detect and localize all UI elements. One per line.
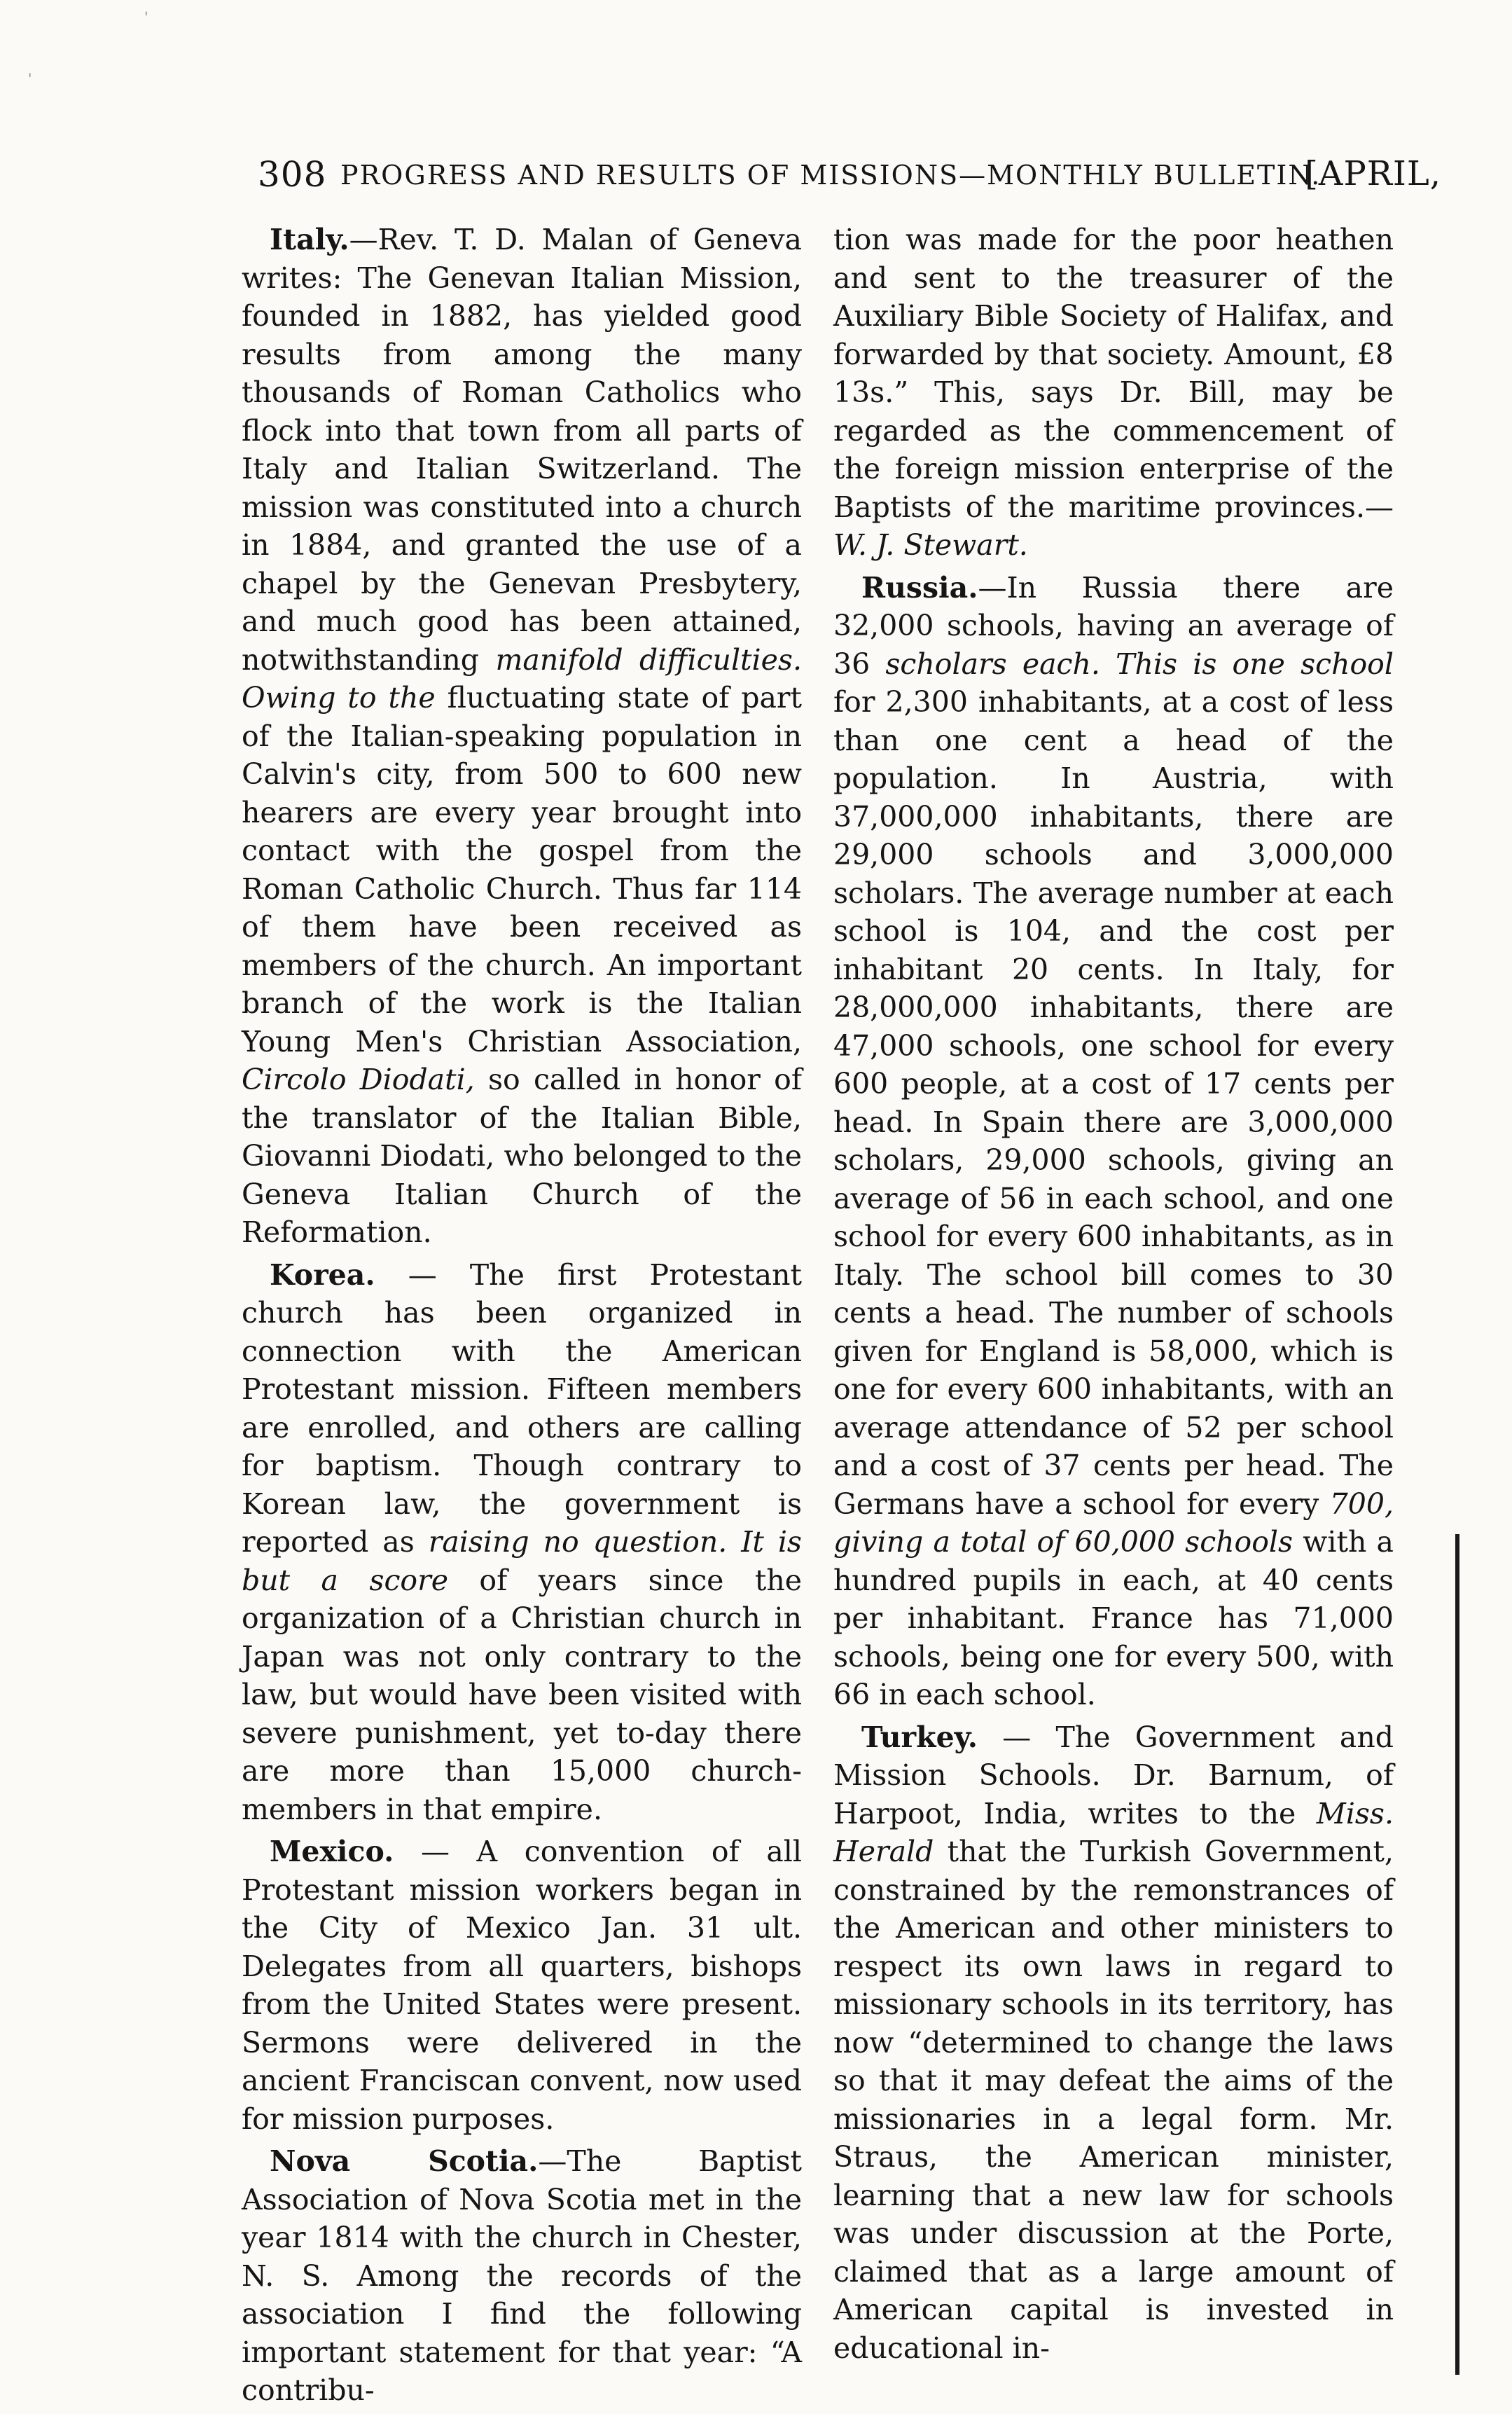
mexico-text: — A convention of all Protestant mission workers began in the City of Mexico Jan. 31 ult. Delegates from all quarters, bishops from the United States were present. Sermons were delivered in the ancient Franciscan convent, now used for mission purposes.: [242, 1835, 802, 2136]
page-header: [258, 154, 1441, 203]
turkey-text-2: that the Turkish Government, constrained by the remonstrances of the American and other ministers to respect its own laws in regard to missionary schools in its territory, has now “determined to change the laws so that it may defeat the aims of the missionaries in a legal form. Mr. Straus, the American minister, learning that a new law for schools was under discussion at the Porte, claimed that as a large amount of American capital is invested in educational in-: [833, 1835, 1394, 2365]
korea-text-1: — The first Protestant church has been organized in connection with the American Protestant mission. Fifteen members are enrolled, and others are calling for baptism. Though contrary to Korean law, the government is reported as: [242, 1257, 802, 1559]
heading-russia: Russia.: [861, 570, 978, 605]
scan-mark-top-left: ': [144, 8, 148, 25]
turkey-text-1: — The Government and Mission Schools. Dr. Barnum, of Harpoot, India, writes to the: [833, 1720, 1394, 1830]
korea-italic-1: raising no question. It is but a score: [242, 1525, 802, 1597]
article-mexico: [242, 1833, 802, 2138]
russia-text-1: —In Russia there are 32,000 schools, having an average of 36: [833, 570, 1394, 681]
article-korea: [242, 1256, 802, 1829]
russia-italic-2: 700, giving a total of 60,000 schools: [833, 1487, 1394, 1559]
running-title: PROGRESS AND RESULTS OF MISSIONS—MONTHLY BULLETIN.: [340, 160, 1322, 191]
article-italy: [242, 221, 802, 1252]
article-nova-scotia-continued: [833, 221, 1394, 565]
italy-text-1: —Rev. T. D. Malan of Geneva writes: The Genevan Italian Mission, founded in 1882, has yielded good results from among the many thousands of Roman Catholics who flock into that town from all parts of Italy and Italian Switzerland. The mission was constituted into a church in 1884, and granted the use of a chapel by the Genevan Presbytery, and much good has been attained, notwithstanding: [242, 223, 802, 677]
italy-text-2: fluctuating state of part of the Italian-speaking population in Calvin's city, from 500 to 600 new hearers are every year brought into contact with the gospel from the Roman Catholic Church. Thus far 114 of them have been received as members of the church. An important branch of the work is the Italian Young Men's Christian Association,: [242, 681, 802, 1058]
margin-rule: [1455, 1534, 1459, 2375]
signature: W. J. Stewart.: [833, 528, 1028, 562]
nova-scotia-text: —The Baptist Association of Nova Scotia met in the year 1814 with the church in Chester, N. S. Among the records of the association I find the following important statement for that year: “A contribu-: [242, 2144, 802, 2407]
korea-text-2: of years since the organization of a Christian church in Japan was not only contrary to the law, but would have been visited with severe punishment, yet to-day there are more than 15,000 church-members in that empire.: [242, 1563, 802, 1826]
italy-italic-1: manifold difficulties. Owing to the: [242, 642, 802, 715]
turkey-italic-1: Miss. Herald: [833, 1796, 1394, 1868]
right-column: [833, 221, 1394, 2378]
italy-italic-2: Circolo Diodati,: [242, 1063, 475, 1096]
heading-korea: Korea.: [270, 1257, 375, 1292]
article-russia: [833, 569, 1394, 1714]
russia-text-2: for 2,300 inhabitants, at a cost of less than one cent a head of the population. In Austria, with 37,000,000 inhabitants, there are 29,000 schools and 3,000,000 scholars. The average number at each school is 104, and the cost per inhabitant 20 cents. In Italy, for 28,000,000 inhabitants, there are 47,000 schools, one school for every 600 people, at a cost of 17 cents per head. In Spain there are 3,000,000 scholars, 29,000 schools, giving an average of 56 in each school, and one school for every 600 inhabitants, as in Italy. The school bill comes to 30 cents a head. The number of schools given for England is 58,000, which is one for every 600 inhabitants, with an average attendance of 52 per school and a cost of 37 cents per head. The Germans have a school for every: [833, 685, 1394, 1521]
italy-text-3: so called in honor of the translator of the Italian Bible, Giovanni Diodati, who belonged to the Geneva Italian Church of the Reformation.: [242, 1063, 802, 1249]
left-column: [242, 221, 802, 2407]
russia-text-3: with a hundred pupils in each, at 40 cents per inhabitant. France has 71,000 schools, being one for every 500, with 66 in each school.: [833, 1525, 1394, 1711]
nova-scotia-cont-text: tion was made for the poor heathen and sent to the treasurer of the Auxiliary Bible Society of Halifax, and forwarded by that society. Amount, £8 13s.” This, says Dr. Bill, may be regarded as the commencement of the foreign mission enterprise of the Baptists of the maritime provinces.—: [833, 223, 1394, 524]
heading-mexico: Mexico.: [270, 1835, 394, 1868]
page-number: 308: [258, 154, 327, 195]
running-month: [APRIL,: [1305, 154, 1441, 193]
heading-turkey: Turkey.: [861, 1720, 978, 1754]
article-turkey: [833, 1718, 1394, 2368]
russia-italic-1: scholars each. This is one school: [885, 647, 1394, 681]
heading-nova-scotia: Nova Scotia.: [270, 2144, 539, 2178]
scan-mark-left: ': [28, 70, 32, 87]
article-nova-scotia: [242, 2142, 802, 2410]
heading-italy: Italy.: [270, 223, 349, 256]
